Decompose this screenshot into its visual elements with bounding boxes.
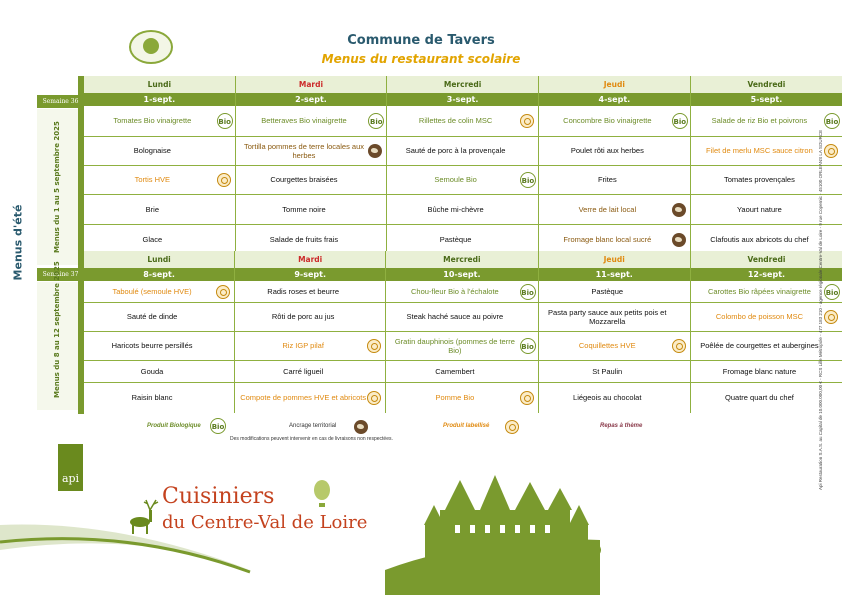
brand-title: Cuisiniers bbox=[162, 484, 275, 509]
territorial-icon bbox=[368, 144, 382, 158]
dish-name: Pasta party sauce aux petits pois et Mozzarella bbox=[548, 307, 667, 326]
bio-badge-icon: Bio bbox=[672, 113, 688, 129]
dish-cell bbox=[386, 303, 538, 332]
day-header: Jeudi bbox=[538, 251, 690, 268]
day-header: Mercredi bbox=[387, 76, 539, 93]
week-range: Menus du 8 au 12 septembre 2025 bbox=[53, 261, 61, 398]
dish-cell bbox=[84, 106, 235, 137]
bio-badge-icon: Bio bbox=[824, 113, 840, 129]
dish-cell bbox=[386, 281, 538, 303]
dish-name: Carottes Bio râpées vinaigrette bbox=[707, 286, 811, 296]
bio-badge-icon: Bio bbox=[824, 284, 840, 300]
dish-cell bbox=[538, 166, 690, 195]
api-logo: api bbox=[58, 444, 83, 491]
stag-icon bbox=[130, 500, 158, 534]
label-icon bbox=[672, 339, 686, 353]
dish-cell bbox=[84, 332, 235, 361]
label-icon bbox=[216, 285, 230, 299]
territorial-icon bbox=[672, 233, 686, 247]
date-cell: 3-sept. bbox=[387, 93, 539, 106]
label-icon bbox=[520, 114, 534, 128]
day-header: Mercredi bbox=[386, 251, 538, 268]
day-header: Jeudi bbox=[538, 76, 690, 93]
dish-cell bbox=[538, 361, 690, 383]
dish-name: Tortilla pommes de terre locales aux herbes bbox=[243, 141, 364, 160]
dish-name: Semoule Bio bbox=[434, 175, 477, 185]
day-header: Mardi bbox=[235, 251, 386, 268]
dish-name: Gratin dauphinois (pommes de terre Bio) bbox=[394, 336, 515, 355]
dish-cell bbox=[387, 195, 539, 225]
date-cell: 5-sept. bbox=[690, 93, 842, 106]
dish-name: Haricots beurre persillés bbox=[111, 341, 193, 351]
dish-name: Concombre Bio vinaigrette bbox=[563, 116, 652, 126]
commune-title: Commune de Tavers bbox=[347, 33, 495, 48]
dish-name: Compote de pommes HVE et abricots bbox=[240, 393, 367, 403]
dish-name: Steak haché sauce au poivre bbox=[406, 312, 504, 322]
week-label: Semaine 36 bbox=[37, 95, 84, 108]
balloon-icon bbox=[314, 480, 330, 507]
dish-name: Betteraves Bio vinaigrette bbox=[261, 116, 347, 126]
dish-cell bbox=[386, 332, 538, 361]
dish-cell bbox=[538, 303, 690, 332]
dish-cell bbox=[84, 303, 235, 332]
day-header: Vendredi bbox=[690, 251, 842, 268]
date-cell: 4-sept. bbox=[538, 93, 690, 106]
dish-name: Colombo de poisson MSC bbox=[715, 312, 804, 322]
dish-name: Radis roses et beurre bbox=[267, 286, 339, 296]
dish-name: Tortis HVE bbox=[134, 175, 171, 185]
dish-name: Brie bbox=[145, 204, 159, 214]
brand-subtitle: du Centre-Val de Loire bbox=[162, 512, 368, 533]
week-range-strip bbox=[37, 109, 78, 265]
label-icon bbox=[367, 391, 381, 405]
dish-name: Glace bbox=[142, 234, 163, 244]
dish-name: Quatre quart du chef bbox=[725, 393, 794, 403]
dish-cell bbox=[235, 225, 387, 255]
week-table bbox=[84, 251, 842, 413]
dish-cell bbox=[235, 281, 386, 303]
dish-name: Pastèque bbox=[591, 286, 624, 296]
landscape-illustration bbox=[0, 470, 842, 595]
dish-name: Poêlée de courgettes et aubergines bbox=[700, 341, 819, 351]
bio-badge-icon: Bio bbox=[520, 172, 536, 188]
dish-name: Camembert bbox=[435, 366, 475, 376]
dish-name: Pomme Bio bbox=[435, 393, 475, 403]
dish-name: Frites bbox=[597, 175, 617, 185]
dish-name: Poulet rôti aux herbes bbox=[570, 146, 644, 156]
dish-cell bbox=[84, 137, 235, 166]
label-icon bbox=[824, 310, 838, 324]
label-icon bbox=[824, 144, 838, 158]
dish-cell bbox=[538, 137, 690, 166]
dish-cell bbox=[84, 281, 235, 303]
legend-label: Produit labellisé bbox=[443, 423, 490, 429]
dish-name: Coquillettes HVE bbox=[578, 341, 636, 351]
castle-icon bbox=[385, 475, 601, 595]
dish-name: Carré ligueil bbox=[283, 366, 324, 376]
dish-name: Filet de merlu MSC sauce citron bbox=[706, 146, 813, 156]
dish-cell bbox=[84, 166, 235, 195]
date-cell: 8-sept. bbox=[84, 268, 235, 281]
dish-name: Sauté de porc à la provençale bbox=[405, 146, 506, 156]
day-header: Mardi bbox=[235, 76, 387, 93]
bio-badge-icon: Bio bbox=[368, 113, 384, 129]
bio-badge-icon: Bio bbox=[520, 338, 536, 354]
dish-name: Salade de fruits frais bbox=[269, 234, 339, 244]
date-cell: 1-sept. bbox=[84, 93, 235, 106]
week-range: Menus du 1 au 5 septembre 2025 bbox=[53, 121, 61, 253]
date-cell: 9-sept. bbox=[235, 268, 386, 281]
dish-name: Sauté de dinde bbox=[126, 312, 178, 322]
day-header: Vendredi bbox=[690, 76, 842, 93]
date-cell: 11-sept. bbox=[538, 268, 690, 281]
dish-name: Salade de riz Bio et poivrons bbox=[711, 116, 808, 126]
dish-name: Yaourt nature bbox=[736, 204, 782, 214]
dish-name: Bolognaise bbox=[133, 146, 171, 156]
territorial-icon bbox=[354, 420, 368, 434]
menu-subtitle: Menus du restaurant scolaire bbox=[321, 52, 521, 66]
dish-name: Fromage blanc nature bbox=[722, 366, 797, 376]
dish-cell bbox=[386, 361, 538, 383]
legend bbox=[0, 423, 842, 435]
dish-name: Gouda bbox=[140, 366, 164, 376]
dish-cell bbox=[538, 195, 690, 225]
dish-cell bbox=[387, 166, 539, 195]
dish-name: Liégeois au chocolat bbox=[573, 393, 642, 403]
legend-territorial: Ancrage territorial bbox=[289, 423, 337, 429]
dish-name: Tomates Bio vinaigrette bbox=[113, 116, 192, 126]
week-table bbox=[84, 76, 842, 254]
dish-name: Riz IGP pilaf bbox=[282, 341, 324, 351]
dish-cell bbox=[387, 225, 539, 255]
modification-note: Des modifications peuvent intervenir en cas de livraisons non respectées. bbox=[230, 436, 393, 442]
label-icon bbox=[217, 173, 231, 187]
dish-cell bbox=[387, 106, 539, 137]
day-header: Lundi bbox=[84, 76, 235, 93]
dish-cell bbox=[84, 225, 235, 255]
dish-cell bbox=[235, 106, 387, 137]
dish-cell bbox=[235, 166, 387, 195]
dish-name: Bûche mi-chèvre bbox=[427, 204, 484, 214]
dish-name: Rillettes de colin MSC bbox=[418, 116, 493, 126]
dish-cell bbox=[538, 332, 690, 361]
legal-mention: Api Restauration S.A.S. au Capital de 10.000.000,00 € - RCS Lille Métropole - 477 183 210 - agence régionale Centre-Val de Loire - 9 rue Copernic - 45100 ORLEANS LA SOURCE bbox=[818, 129, 823, 490]
dish-name: Chou-fleur Bio à l'échalote bbox=[411, 286, 499, 296]
dish-cell bbox=[235, 137, 387, 166]
date-cell: 10-sept. bbox=[386, 268, 538, 281]
dish-name: Clafoutis aux abricots du chef bbox=[710, 234, 809, 244]
label-icon bbox=[367, 339, 381, 353]
dish-cell bbox=[235, 195, 387, 225]
dish-name: Taboulé (semoule HVE) bbox=[112, 286, 192, 296]
dish-cell bbox=[84, 195, 235, 225]
dish-cell bbox=[235, 383, 386, 414]
dish-name: Tomates provençales bbox=[723, 175, 795, 185]
dish-name: Courgettes braisées bbox=[270, 175, 338, 185]
label-icon bbox=[520, 391, 534, 405]
date-cell: 2-sept. bbox=[235, 93, 387, 106]
date-cell: 12-sept. bbox=[690, 268, 842, 281]
territorial-icon bbox=[672, 203, 686, 217]
dish-name: Rôti de porc au jus bbox=[271, 312, 335, 322]
legend-bio: Produit Biologique bbox=[147, 423, 201, 429]
label-icon bbox=[505, 420, 519, 434]
day-header: Lundi bbox=[84, 251, 235, 268]
dish-cell bbox=[235, 361, 386, 383]
dish-cell bbox=[84, 361, 235, 383]
legend-theme: Repas à thème bbox=[600, 423, 643, 429]
dish-name: Verre de lait local bbox=[578, 204, 637, 214]
dish-cell bbox=[538, 281, 690, 303]
dish-name: Raisin blanc bbox=[131, 393, 173, 403]
dish-name: Fromage blanc local sucré bbox=[563, 234, 652, 244]
dish-cell bbox=[538, 225, 690, 255]
dish-cell bbox=[235, 332, 386, 361]
dish-cell bbox=[538, 383, 690, 414]
bio-badge-icon: Bio bbox=[520, 284, 536, 300]
dish-name: Tomme noire bbox=[282, 204, 326, 214]
dish-cell bbox=[386, 383, 538, 414]
bio-badge-icon: Bio bbox=[217, 113, 233, 129]
season-title: Menus d'été bbox=[11, 204, 25, 281]
dish-cell bbox=[387, 137, 539, 166]
dish-name: Pastèque bbox=[439, 234, 472, 244]
dish-cell bbox=[235, 303, 386, 332]
dish-name: St Paulin bbox=[592, 366, 623, 376]
bio-badge-icon: Bio bbox=[210, 418, 226, 434]
dish-cell bbox=[84, 383, 235, 414]
week-label: Semaine 37 bbox=[37, 268, 84, 281]
dish-cell bbox=[538, 106, 690, 137]
